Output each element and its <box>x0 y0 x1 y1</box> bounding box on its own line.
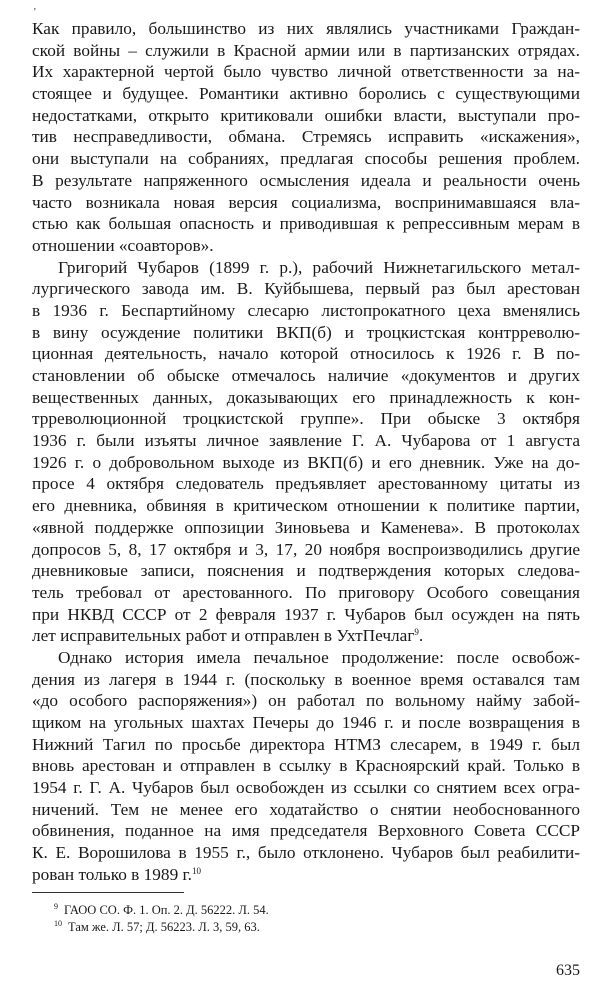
text-line: 1936 г. были изъяты личное заявление Г. А. Чубарова от 1 августа <box>32 431 580 451</box>
text-line: Их характерной чертой было чувство личной ответственности за на- <box>32 62 580 82</box>
corner-mark: ' <box>34 7 36 18</box>
text-line: стоящее и будущее. Романтики активно боролись с существующими <box>32 84 580 104</box>
text-line: тель требовал от арестованного. По приговору Особого совещания <box>32 582 580 602</box>
text-line: ционная деятельность, начало которой относилось к 1926 г. В по- <box>32 344 580 364</box>
footnote-item <box>54 902 574 919</box>
text-line: лургического завода им. В. Куйбышева, первый раз был арестован <box>32 279 580 299</box>
text-line: вновь арестован и отправлен в ссылку в Красноярский край. Только в <box>32 756 580 776</box>
text-line: часто возникала новая версия социализма, воспринимавшаяся вла- <box>32 192 580 212</box>
text-line: его дневника, обвиняя в критическом отношении к политике партии, <box>32 496 580 516</box>
text-line: Однако история имела печальное продолжение: после освобож- <box>58 647 580 667</box>
page-number: 635 <box>556 962 580 979</box>
text-line: 1926 г. о добровольном выходе из ВКП(б) и его дневник. Уже на до- <box>32 452 580 472</box>
footnote-ref[interactable]: 10 <box>192 865 201 876</box>
footnote-number: 9 <box>54 902 58 911</box>
text-line: дения из лагеря в 1944 г. (поскольку в военное время оставался там <box>32 669 580 689</box>
text-line: «явной поддержке оппозиции Зиновьева и Каменева». В протоколах <box>32 517 580 537</box>
text-line: обвинения, поданное на имя председателя Верховного Совета СССР <box>32 821 580 841</box>
paragraph-1 <box>32 18 580 257</box>
footnote-divider <box>32 892 184 893</box>
text-line: Григорий Чубаров (1899 г. р.), рабочий Нижнетагильского метал- <box>58 257 580 277</box>
text-line: просе 4 октября следователь предъявляет арестованному цитаты из <box>32 474 580 494</box>
paragraph-2 <box>32 257 580 647</box>
text-line: в 1936 г. Беспартийному слесарю листопрокатного цеха вменялись <box>32 300 580 320</box>
text-line-with-footnote <box>32 864 580 886</box>
text-line-with-footnote: лет исправительных работ и отправлен в УхтПечлаг$^9$. <box>32 626 424 646</box>
text-line: стью как большая опасность и приводившая к репрессивным мерам в <box>32 214 580 234</box>
text-line: при НКВД СССР от 2 февраля 1937 г. Чубаров был осужден на пять <box>32 604 580 624</box>
page-body <box>32 8 580 886</box>
text-line: они выступали на собраниях, предлагая способы решения проблем. <box>32 149 580 169</box>
text-line: становлении об обыске отмечалось наличие «документов и других <box>32 366 580 385</box>
text-line: лет исправительных работ и отправлен в УхтПечлаг <box>32 626 415 646</box>
text-line: отношении «соавторов». <box>32 235 214 255</box>
text-line: в вину осуждение политики ВКП(б) и троцкистская контрреволю- <box>32 322 580 342</box>
footnote-ref[interactable]: 9 <box>414 627 419 638</box>
text-line: «до особого распоряжения») он работал по вольному найму забой- <box>32 691 580 711</box>
text-line: К. Е. Ворошилова в 1955 г., было отклонено. Чубаров был реабилити- <box>32 843 580 863</box>
paragraph-3 <box>32 647 580 886</box>
text-line: вещественных данных, доказывающих его принадлежность к кон- <box>32 387 580 407</box>
footnote-text: Там же. Л. 57; Д. 56223. Л. 3, 59, 63. <box>68 920 260 934</box>
text-line: допросов 5, 8, 17 октября и 3, 17, 20 ноября воспроизводились другие <box>32 539 580 559</box>
text-line: дневниковые записи, пояснения и подтверждения которых следова- <box>32 561 580 581</box>
footnote-number: 10 <box>54 919 62 928</box>
text-line: щиком на угольных шахтах Печеры до 1946 г. и после возвращения в <box>32 713 580 732</box>
text-line: недостатками, открыто критиковали ошибки власти, выступали про- <box>32 105 580 125</box>
text-line: Как правило, большинство из них являлись участниками Граждан- <box>32 19 580 38</box>
footnote-item <box>54 919 574 936</box>
footnote-text: ГАОО СО. Ф. 1. Оп. 2. Д. 56222. Л. 54. <box>64 903 269 917</box>
footnotes <box>54 902 574 936</box>
text-line: тив несправедливости, обмана. Стремясь исправить «искажения», <box>32 127 580 147</box>
text-line: ской войны – служили в Красной армии или в партизанских отрядах. <box>32 40 580 60</box>
text-line: трреволюционной троцкистской группе». При обыске 3 октября <box>32 409 580 429</box>
text-line: рован только в 1989 г. <box>32 864 192 884</box>
text-line: ничений. Тем не менее его ходатайство о снятии необоснованного <box>32 799 580 819</box>
text-line: В результате напряженного осмысления идеала и реальности очень <box>32 170 580 190</box>
text-line: 1954 г. Г. А. Чубаров был освобожден из ссылки со снятием всех огра- <box>32 778 580 798</box>
text-line: Нижний Тагил по просьбе директора НТМЗ слесарем, в 1949 г. был <box>32 734 580 754</box>
